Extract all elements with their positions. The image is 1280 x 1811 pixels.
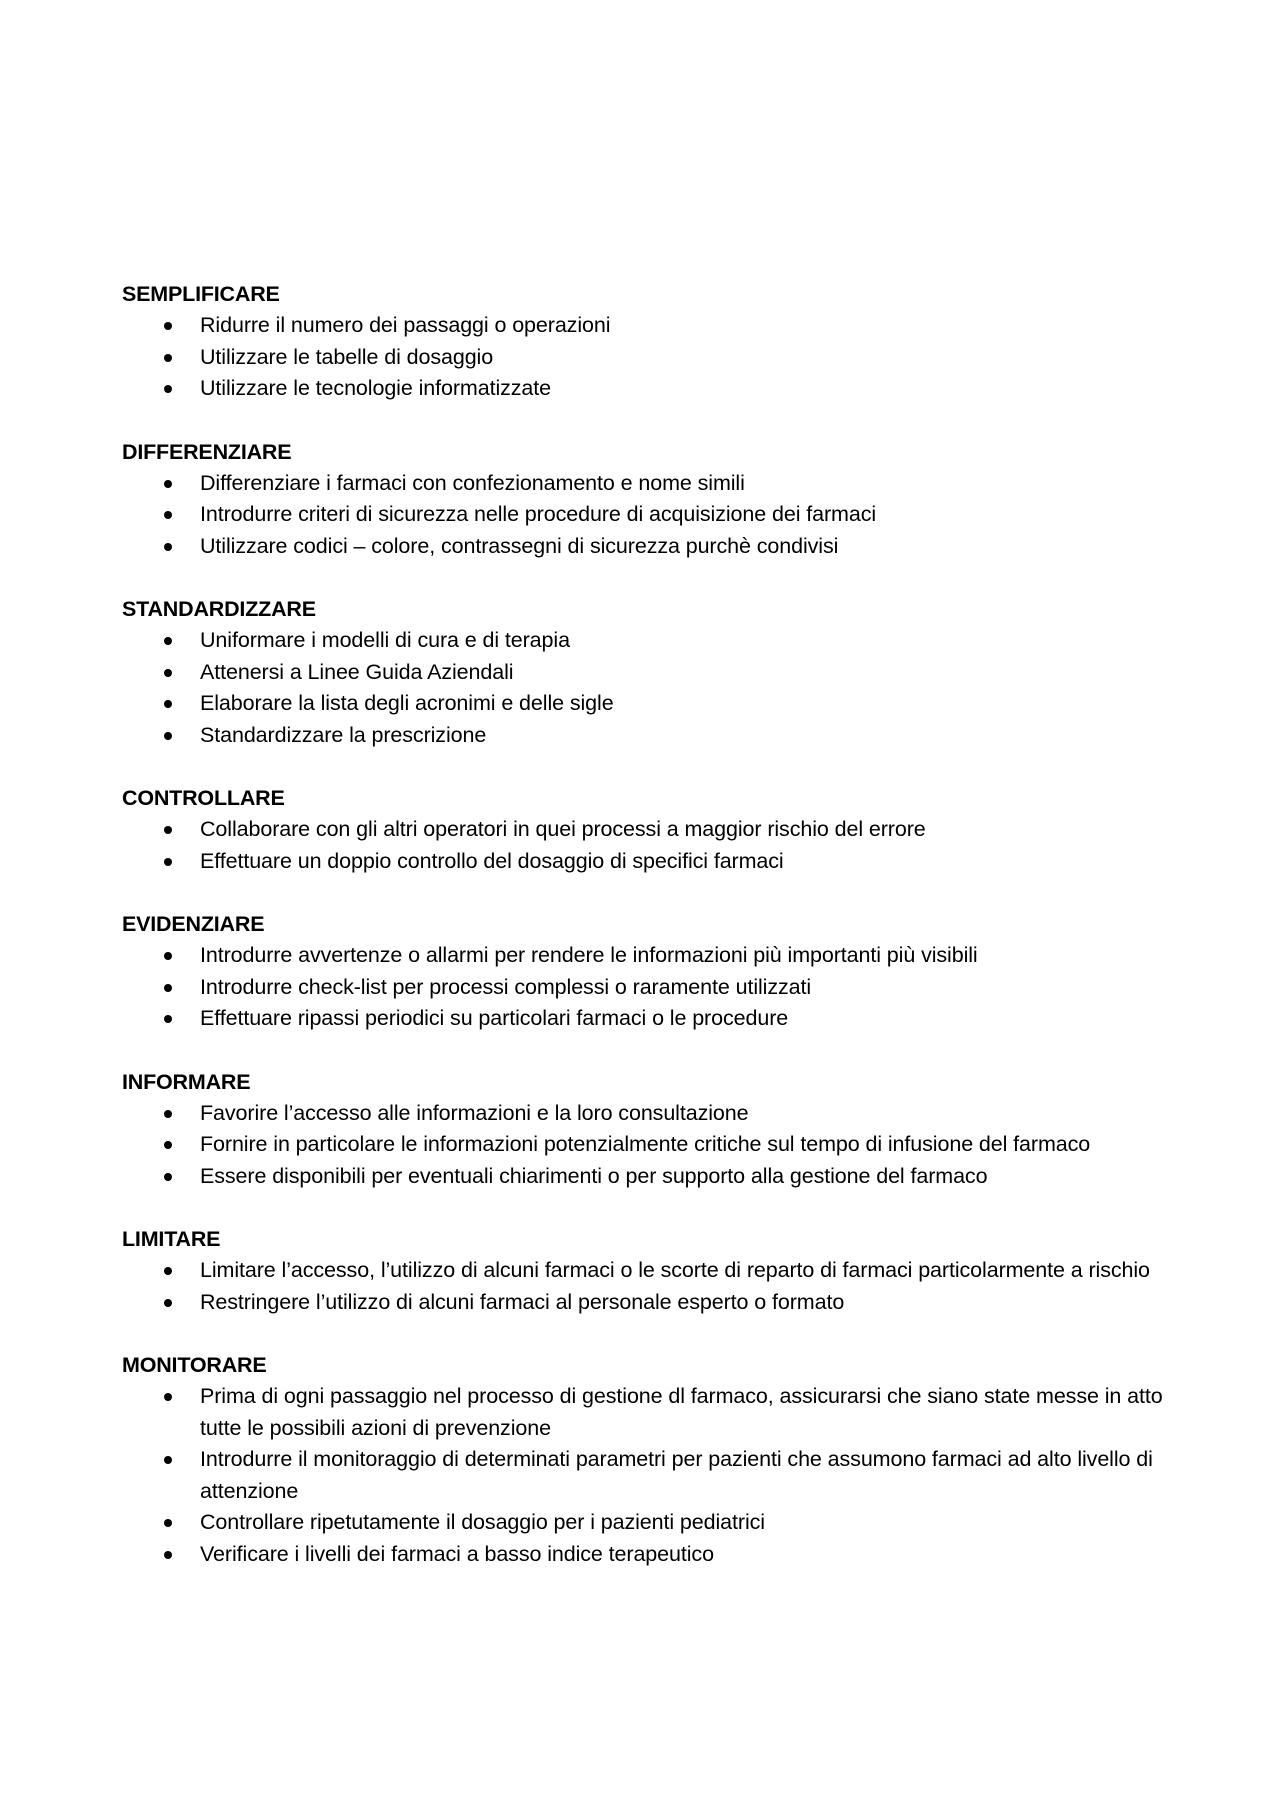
- section-title: DIFFERENZIARE: [122, 439, 292, 464]
- section-evidenziare: [122, 908, 1182, 1035]
- bullet-list: [122, 1255, 1182, 1318]
- list-item-text: Controllare ripetutamente il dosaggio per i pazienti pediatrici: [200, 1510, 765, 1534]
- list-item-text: Prima di ogni passaggio nel processo di gestione dl farmaco, assicurarsi che siano state messe in atto tutte le possibili azioni di prevenzione: [200, 1384, 1163, 1440]
- list-item: [122, 814, 1182, 846]
- section-standardizzare: [122, 593, 1182, 751]
- list-item: [122, 1287, 1182, 1319]
- bullet-icon: [164, 732, 172, 740]
- bullet-list: [122, 310, 1182, 405]
- list-item: [122, 1003, 1182, 1035]
- section-title: LIMITARE: [122, 1227, 221, 1251]
- bullet-icon: [164, 669, 172, 677]
- bullet-icon: [164, 700, 172, 708]
- list-item: [122, 342, 1182, 374]
- list-item-text: Utilizzare le tabelle di dosaggio: [200, 344, 494, 369]
- list-item-text: Standardizzare la prescrizione: [200, 722, 487, 747]
- list-item-text: Fornire in particolare le informazioni potenzialmente critiche sul tempo di infusione del farmaco: [200, 1132, 1091, 1156]
- list-item: [122, 1539, 1182, 1571]
- list-item: [122, 657, 1182, 689]
- section-title: SEMPLIFICARE: [122, 282, 280, 306]
- list-item-text: Effettuare un doppio controllo del dosaggio di specifici farmaci: [200, 848, 784, 873]
- list-item: [122, 310, 1182, 342]
- list-item: [122, 1381, 1182, 1444]
- list-item-text: Introdurre il monitoraggio di determinati parametri per pazienti che assumono farmaci ad alto livello di attenzione: [200, 1447, 1153, 1503]
- bullet-list: [122, 814, 1182, 877]
- list-item: [122, 846, 1182, 878]
- list-item: [122, 688, 1182, 720]
- list-item: [122, 1161, 1182, 1193]
- bullet-icon: [164, 1456, 172, 1464]
- list-item: [122, 468, 1182, 500]
- list-item: [122, 499, 1182, 531]
- list-item-text: Utilizzare le tecnologie informatizzate: [200, 376, 552, 400]
- bullet-list: [122, 1381, 1182, 1570]
- section-limitare: [122, 1223, 1182, 1318]
- list-item: [122, 1444, 1182, 1507]
- bullet-icon: [164, 1015, 172, 1023]
- bullet-icon: [164, 952, 172, 960]
- list-item: [122, 1507, 1182, 1539]
- bullet-icon: [164, 322, 172, 330]
- list-item-text: Differenziare i farmaci con confezionamento e nome simili: [200, 470, 745, 495]
- bullet-list: [122, 1098, 1182, 1193]
- bullet-icon: [164, 354, 172, 362]
- bullet-icon: [164, 858, 172, 866]
- section-title: STANDARDIZZARE: [122, 597, 316, 621]
- list-item: [122, 720, 1182, 752]
- list-item: [122, 1098, 1182, 1130]
- list-item-text: Collaborare con gli altri operatori in quei processi a maggior rischio del errore: [200, 817, 926, 841]
- bullet-icon: [164, 1393, 172, 1401]
- list-item: [122, 1255, 1182, 1287]
- bullet-icon: [164, 480, 172, 488]
- bullet-icon: [164, 1267, 172, 1275]
- list-item-text: Effettuare ripassi periodici su particolari farmaci o le procedure: [200, 1006, 789, 1030]
- list-item-text: Favorire l’accesso alle informazioni e la loro consultazione: [200, 1100, 749, 1125]
- list-item-text: Restringere l’utilizzo di alcuni farmaci al personale esperto o formato: [200, 1289, 845, 1314]
- list-item-text: Introdurre avvertenze o allarmi per rendere le informazioni più importanti più visibili: [200, 943, 978, 967]
- list-item-text: Uniformare i modelli di cura e di terapia: [200, 628, 570, 652]
- bullet-icon: [164, 1519, 172, 1527]
- document-content: [122, 278, 1182, 1601]
- list-item: [122, 972, 1182, 1004]
- bullet-icon: [164, 826, 172, 834]
- list-item-text: Elaborare la lista degli acronimi e delle sigle: [200, 691, 614, 715]
- bullet-icon: [164, 1173, 172, 1181]
- list-item-text: Attenersi a Linee Guida Aziendali: [200, 659, 514, 684]
- list-item-text: Introdurre criteri di sicurezza nelle procedure di acquisizione dei farmaci: [200, 502, 877, 526]
- list-item: [122, 940, 1182, 972]
- bullet-icon: [164, 511, 172, 519]
- section-title: CONTROLLARE: [122, 786, 285, 810]
- list-item-text: Utilizzare codici – colore, contrassegni di sicurezza purchè condivisi: [200, 533, 839, 558]
- bullet-icon: [164, 1551, 172, 1559]
- list-item: [122, 1129, 1182, 1161]
- bullet-icon: [164, 543, 172, 551]
- section-informare: [122, 1066, 1182, 1193]
- bullet-list: [122, 468, 1182, 563]
- bullet-icon: [164, 984, 172, 992]
- bullet-icon: [164, 1110, 172, 1118]
- bullet-icon: [164, 1141, 172, 1149]
- list-item: [122, 625, 1182, 657]
- list-item-text: Limitare l’accesso, l’utilizzo di alcuni farmaci o le scorte di reparto di farmaci particolarmente a rischio: [200, 1258, 1150, 1282]
- list-item-text: Essere disponibili per eventuali chiarimenti o per supporto alla gestione del farmaco: [200, 1163, 988, 1188]
- bullet-list: [122, 625, 1182, 751]
- section-title: EVIDENZIARE: [122, 912, 265, 936]
- list-item: [122, 373, 1182, 405]
- section-title: INFORMARE: [122, 1069, 251, 1094]
- bullet-icon: [164, 637, 172, 645]
- section-monitorare: [122, 1349, 1182, 1570]
- bullet-list: [122, 940, 1182, 1035]
- section-semplificare: [122, 278, 1182, 405]
- list-item-text: Introdurre check-list per processi complessi o raramente utilizzati: [200, 974, 812, 999]
- list-item-text: Verificare i livelli dei farmaci a basso indice terapeutico: [200, 1541, 714, 1566]
- section-title: MONITORARE: [122, 1353, 267, 1377]
- bullet-icon: [164, 1299, 172, 1307]
- bullet-icon: [164, 385, 172, 393]
- list-item: [122, 531, 1182, 563]
- section-controllare: [122, 782, 1182, 877]
- list-item-text: Ridurre il numero dei passaggi o operazioni: [200, 313, 611, 337]
- section-differenziare: [122, 436, 1182, 563]
